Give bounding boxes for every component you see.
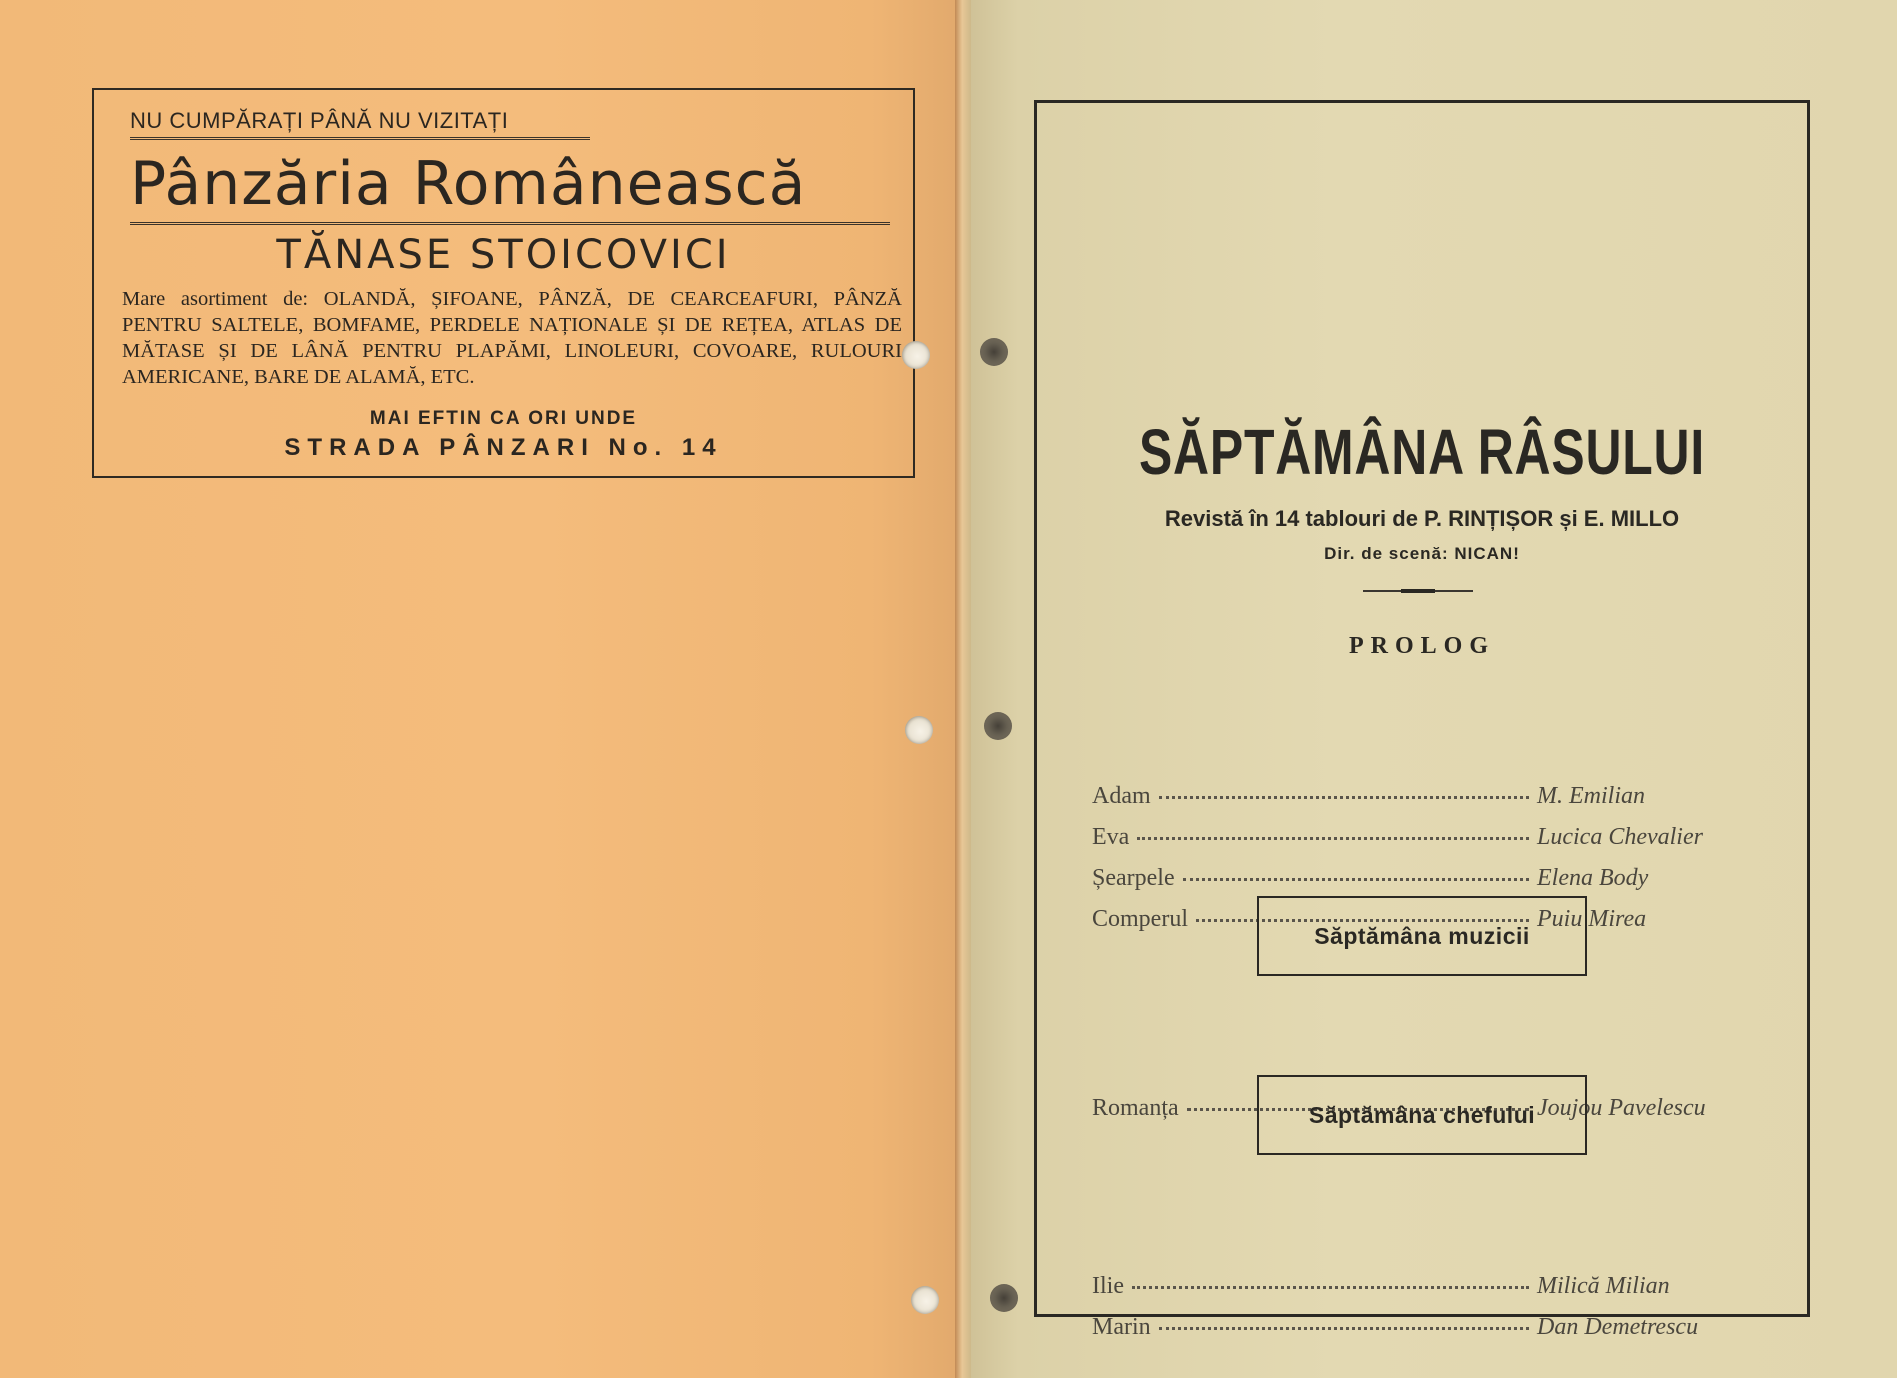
cast-row [1092,1314,1742,1355]
cast-row [1092,1273,1742,1314]
actor-name: Joujou Pavelescu [1537,1095,1706,1121]
ad-tagline: NU CUMPĂRAȚI PÂNĂ NU VIZITAȚI [130,108,590,140]
actor-name: Puiu Mirea [1537,906,1647,932]
program-subtitle: Revistă în 14 tablouri de P. RINȚIȘOR și E. MILLO [1164,506,1680,531]
ad-owner-name: TĂNASE STOICOVICI [276,232,731,278]
program-title: SĂPTĂMÂNA RÂSULUI [1138,416,1706,488]
dot-leader [1159,796,1529,799]
book-spine [955,0,971,1378]
role-name: Marin [1092,1314,1151,1340]
dot-leader [1183,878,1529,881]
role-name: Comperul [1092,906,1188,932]
actor-name: Elena Body [1537,865,1649,891]
scene-title-box: Săptămâna muzicii [1257,896,1587,976]
cast-row [1092,783,1742,824]
ad-address: STRADA PÂNZARI No. 14 [284,434,723,461]
actor-name: Lucica Chevalier [1537,824,1703,850]
scene-title-box: Săptămâna chefului [1257,1075,1587,1155]
role-name: Ilie [1092,1273,1124,1299]
dot-leader [1159,1327,1529,1330]
punch-hole [980,338,1008,366]
role-name: Eva [1092,824,1130,850]
advertisement-box [92,88,915,478]
actor-name: Dan Demetrescu [1537,1314,1699,1340]
punch-hole [902,341,930,369]
prolog-heading: PROLOG [1348,633,1495,659]
punch-hole [905,716,933,744]
scene-cast-list [1092,1273,1742,1355]
actor-name: M. Emilian [1537,783,1645,809]
ad-slogan: MAI EFTIN CA ORI UNDE [369,408,638,429]
role-name: Adam [1092,783,1151,809]
ad-brand-name: Pânzăria Românească [130,146,890,225]
program-frame [1034,100,1810,1340]
punch-hole [990,1284,1018,1312]
stage-director: Dir. de scenă: NICAN! [1324,544,1520,563]
ad-description: Mare asortiment de: OLANDĂ, ȘIFOANE, PÂNZĂ, DE CEARCEAFURI, PÂNZĂ PENTRU SALTELE, BOMFAME, PERDELE NAȚIONALE ȘI DE REȚEA, ATLAS DE MĂTASE ȘI DE LÂNĂ PENTRU PLAPĂMI, LINOLEURI, COVOARE, RULOURI AMERICANE, BARE DE ALAMĂ, ETC. [122,288,902,388]
actor-name: Milică Milian [1537,1273,1670,1299]
dot-leader [1137,837,1529,840]
dot-leader [1132,1286,1529,1289]
punch-hole [911,1286,939,1314]
role-name: Romanța [1092,1095,1179,1121]
punch-hole [984,712,1012,740]
role-name: Șearpele [1092,865,1175,891]
ornament-divider [1363,590,1473,592]
cast-row [1092,824,1742,865]
